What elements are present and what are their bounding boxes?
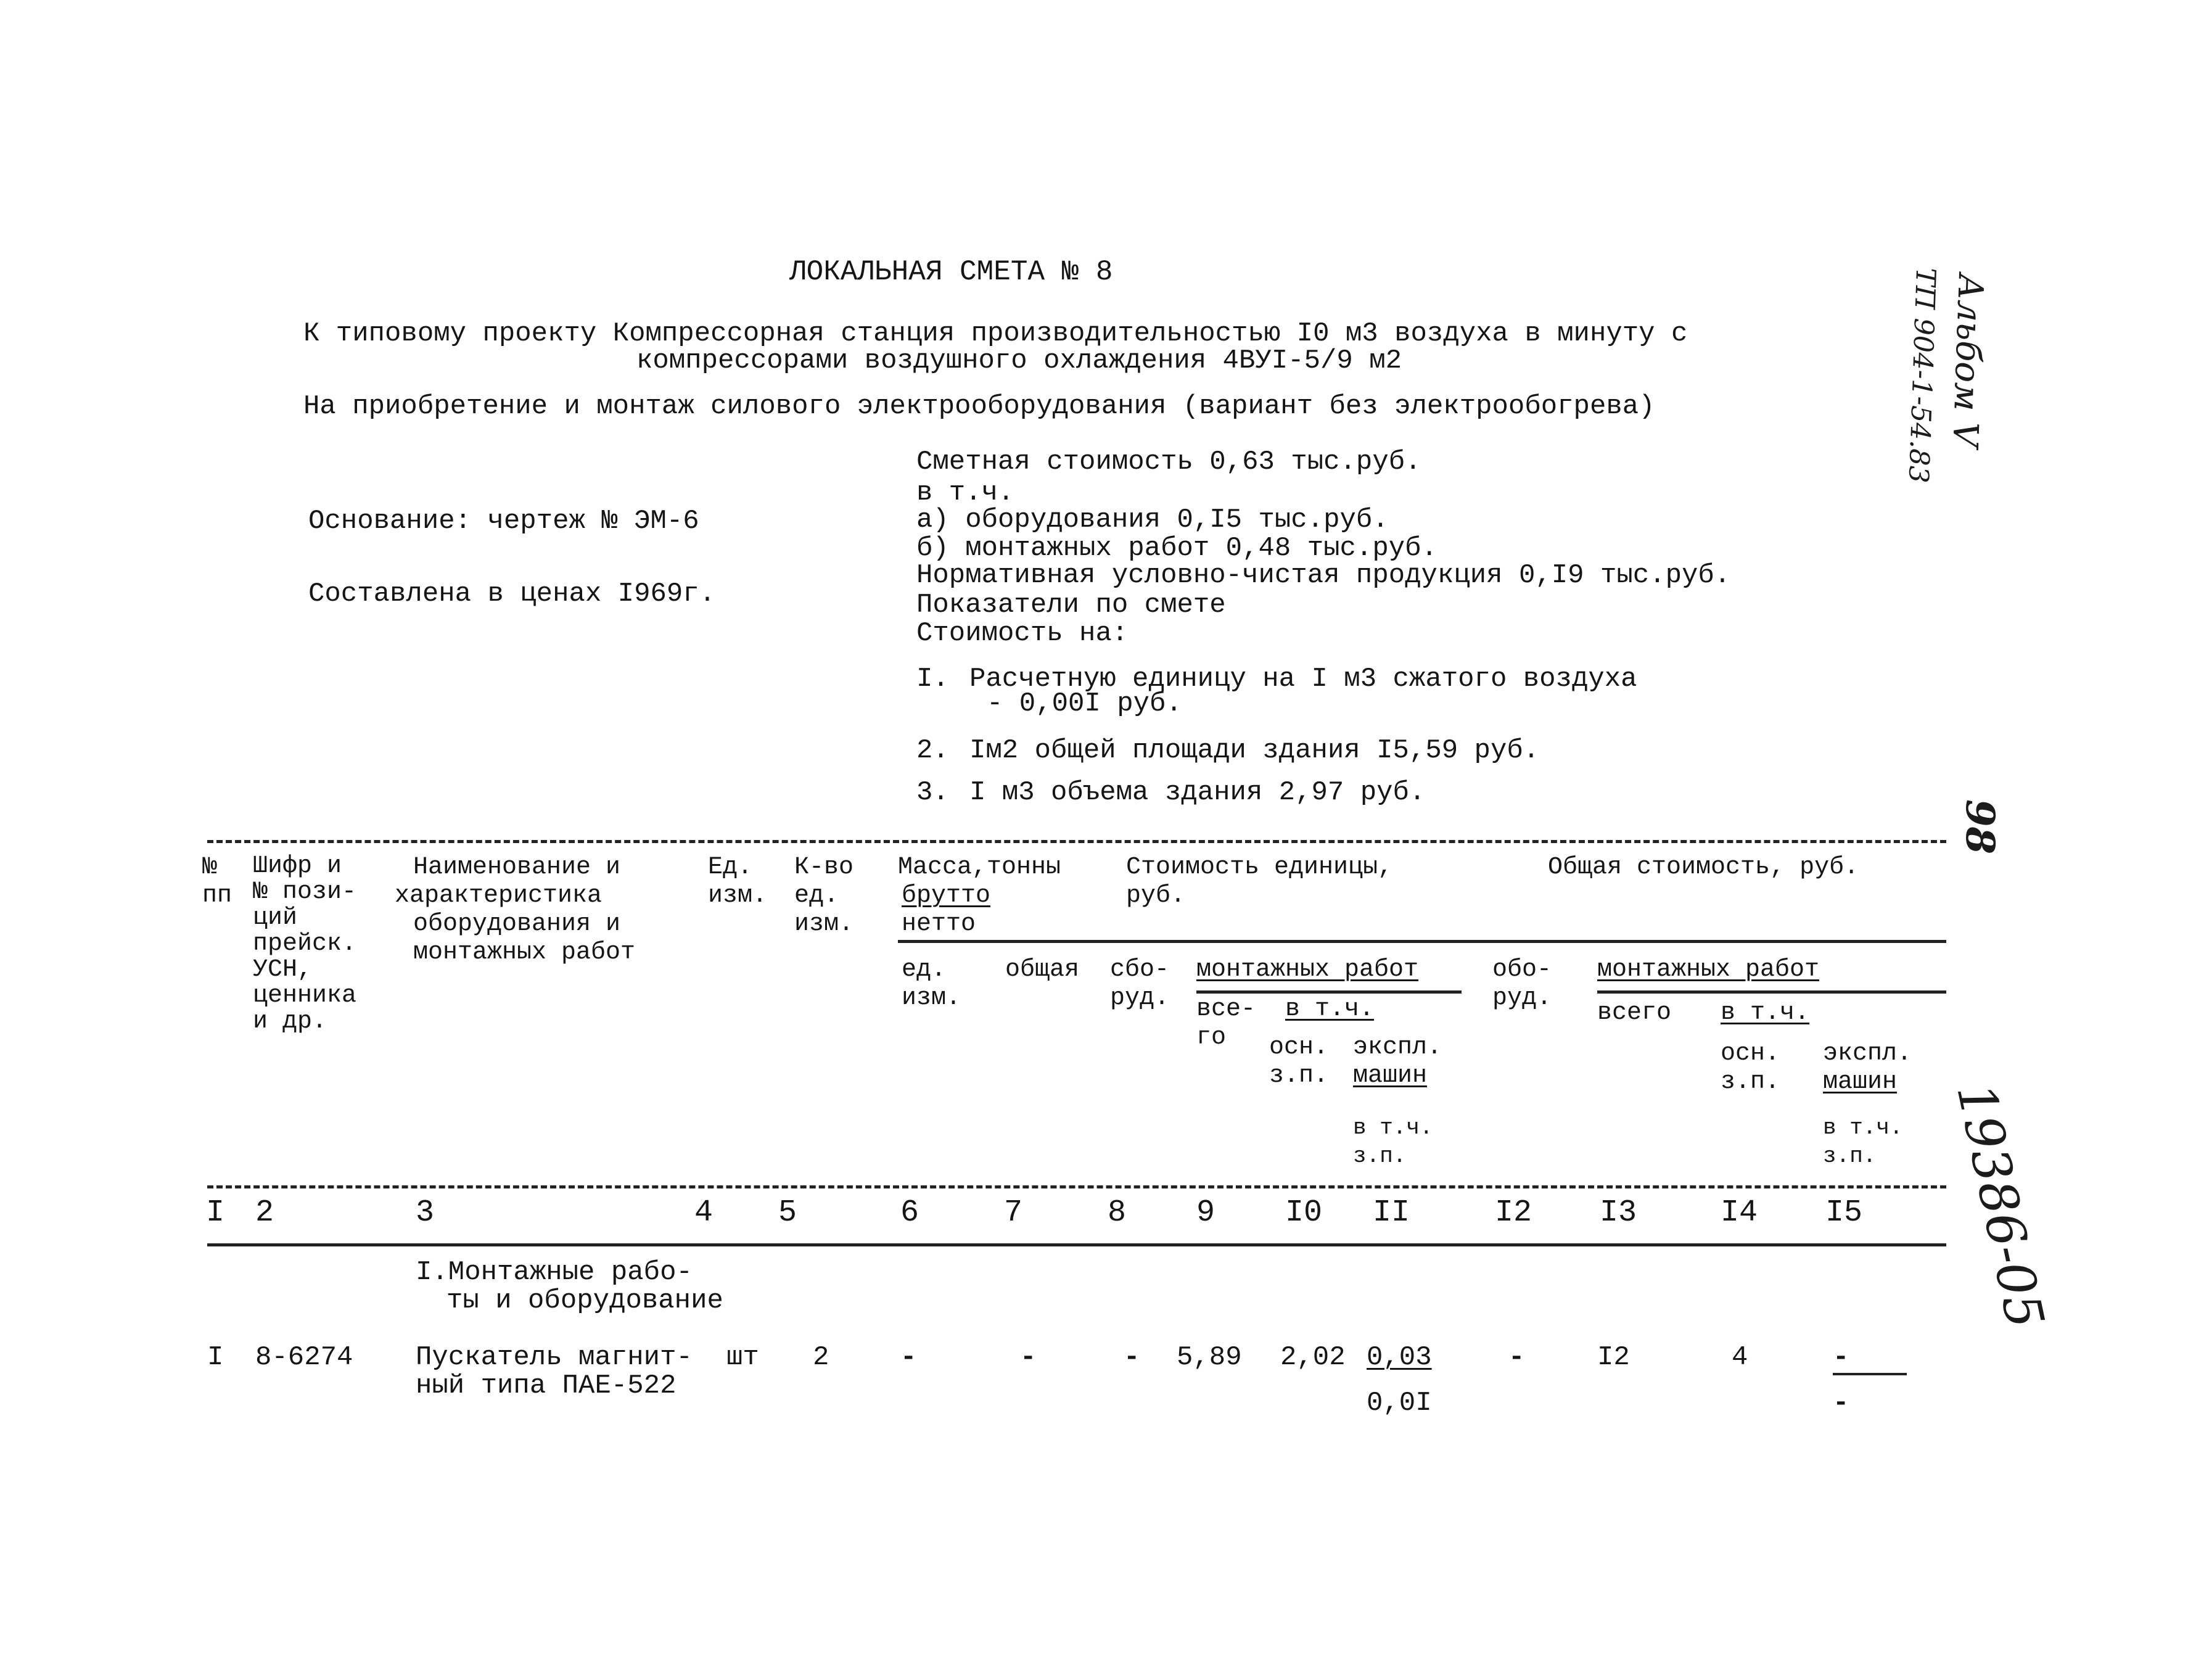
project-line-1: К типовому проекту Компрессорная станция производительностью I0 м3 воздуха в минуту с — [303, 318, 1688, 349]
header-unit-cost: Стоимость единицы, руб. — [1126, 854, 1393, 910]
indicator-2-text: Iм2 общей площади здания I5,59 руб. — [969, 735, 1540, 766]
header-total-cost: Общая стоимость, руб. — [1548, 854, 1859, 881]
including-label: в т.ч. — [916, 477, 1014, 508]
row-equipment-cost: - — [1124, 1342, 1140, 1373]
page-title: ЛОКАЛЬНАЯ СМЕТА № 8 — [789, 256, 1113, 288]
header-equipment-2: обо- руд. — [1492, 956, 1552, 1012]
col-number-7: 7 — [1004, 1195, 1023, 1230]
mounting-cost: б) монтажных работ 0,48 тыс.руб. — [916, 533, 1437, 564]
header-mounting-2: монтажных работ — [1597, 956, 1820, 984]
col-number-10: I0 — [1285, 1195, 1323, 1230]
row-unit: шт — [726, 1342, 759, 1373]
row-quantity: 2 — [813, 1342, 829, 1373]
row-code: 8-6274 — [255, 1342, 353, 1373]
header-machines-wage-2: в т.ч. з.п. — [1823, 1115, 1903, 1169]
col-number-5: 5 — [778, 1195, 797, 1230]
col-numbers-bottom-rule — [207, 1243, 1946, 1246]
equipment-cost: а) оборудования 0,I5 тыс.руб. — [916, 504, 1389, 535]
purpose-line: На приобретение и монтаж силового электрооборудования (вариант без электрообогрева) — [303, 391, 1655, 422]
header-mount-total: все- го — [1196, 995, 1256, 1052]
col-number-8: 8 — [1108, 1195, 1127, 1230]
col-number-2: 2 — [255, 1195, 274, 1230]
col-number-15: I5 — [1825, 1195, 1863, 1230]
col-number-1: I — [206, 1195, 225, 1230]
net-product: Нормативная условно-чистая продукция 0,I9 тыс.руб. — [916, 560, 1731, 591]
header-machines: экспл. машин — [1353, 1034, 1442, 1090]
header-including: в т.ч. — [1285, 995, 1375, 1023]
row-machines-wage-total: - — [1833, 1388, 1849, 1419]
header-name: Наименование и характеристика оборудования и монтажных работ — [395, 854, 636, 966]
row-mount-all: I2 — [1597, 1342, 1630, 1373]
col-number-6: 6 — [900, 1195, 919, 1230]
header-machines-wage: в т.ч. з.п. — [1353, 1115, 1433, 1169]
indicator-1-value: - 0,00I руб. — [987, 688, 1182, 719]
col-number-14: I4 — [1721, 1195, 1758, 1230]
row-machines-wage: 0,0I — [1367, 1388, 1432, 1419]
header-machines-2: экспл. машин — [1823, 1040, 1912, 1096]
page-number-note: 98 — [1957, 799, 2003, 855]
header-mass-total: общая — [1005, 956, 1080, 984]
indicator-1-number: I. — [916, 664, 949, 694]
row-mass-unit: - — [900, 1342, 917, 1373]
indicators-label: Показатели по смете — [916, 590, 1226, 620]
header-quantity: К-во ед. изм. — [794, 854, 854, 938]
row-base-wage: 2,02 — [1280, 1342, 1346, 1373]
row-machines-total: - — [1833, 1342, 1849, 1373]
col-number-12: I2 — [1495, 1195, 1532, 1230]
header-row-number: № пп — [202, 854, 232, 910]
header-mass: Масса,тонны — [898, 854, 1061, 881]
row-machines: 0,03 — [1367, 1342, 1432, 1373]
header-mounting: монтажных работ — [1196, 956, 1419, 984]
estimated-cost: Сметная стоимость 0,63 тыс.руб. — [916, 447, 1421, 477]
row-fraction-line — [1833, 1373, 1907, 1375]
album-note: Альбом V — [1944, 273, 1991, 448]
header-unit: Ед. изм. — [708, 854, 768, 910]
header-mass-netto: нетто — [902, 910, 976, 938]
col-number-3: 3 — [416, 1195, 435, 1230]
table-top-rule — [207, 840, 1946, 843]
header-base-wage: осн. з.п. — [1269, 1034, 1329, 1090]
header-total-2: всего — [1597, 999, 1672, 1027]
header-mass-unit: ед. изм. — [902, 956, 961, 1012]
header-mass-brutto: брутто — [902, 882, 991, 910]
header-equipment: сбо- руд. — [1110, 956, 1170, 1012]
col-number-4: 4 — [694, 1195, 714, 1230]
indicator-1-text: Расчетную единицу на I м3 сжатого воздуха — [969, 664, 1637, 694]
row-base-wage-total: 4 — [1732, 1342, 1748, 1373]
indicator-3-text: I м3 объема здания 2,97 руб. — [969, 777, 1426, 808]
indicator-2-number: 2. — [916, 735, 949, 766]
project-line-2: компрессорами воздушного охлаждения 4ВУI-5/9 м2 — [636, 345, 1402, 376]
prices-line: Составлена в ценах I969г. — [308, 579, 716, 609]
col-number-13: I3 — [1600, 1195, 1637, 1230]
mass-divider — [898, 940, 1946, 943]
tp-number-note: ТП 904-1-54.83 — [1902, 267, 1941, 484]
header-base-wage-2: осн. з.п. — [1721, 1040, 1780, 1096]
row-number: I — [207, 1342, 224, 1373]
basis-line: Основание: чертеж № ЭМ-6 — [308, 506, 699, 537]
archive-code-note: 19386-05 — [1945, 1078, 2056, 1334]
row-mount-total: 5,89 — [1177, 1342, 1242, 1373]
mount-divider-1 — [1196, 990, 1462, 994]
cost-per-label: Стоимость на: — [916, 618, 1129, 649]
mount-divider-2 — [1597, 990, 1946, 994]
col-number-9: 9 — [1196, 1195, 1215, 1230]
header-bottom-rule — [207, 1185, 1946, 1188]
row-mass-total: - — [1020, 1342, 1037, 1373]
row-equipment-total: - — [1508, 1342, 1525, 1373]
col-number-11: II — [1373, 1195, 1410, 1230]
indicator-3-number: 3. — [916, 777, 949, 808]
header-including-2: в т.ч. — [1721, 999, 1810, 1027]
row-name: Пускатель магнит- ный типа ПАЕ-522 — [416, 1342, 693, 1401]
section-heading: I.Монтажные рабо- ты и оборудование — [416, 1257, 723, 1316]
header-code: Шифр и № пози- ций прейск. УСН, ценника и др. — [253, 852, 357, 1036]
